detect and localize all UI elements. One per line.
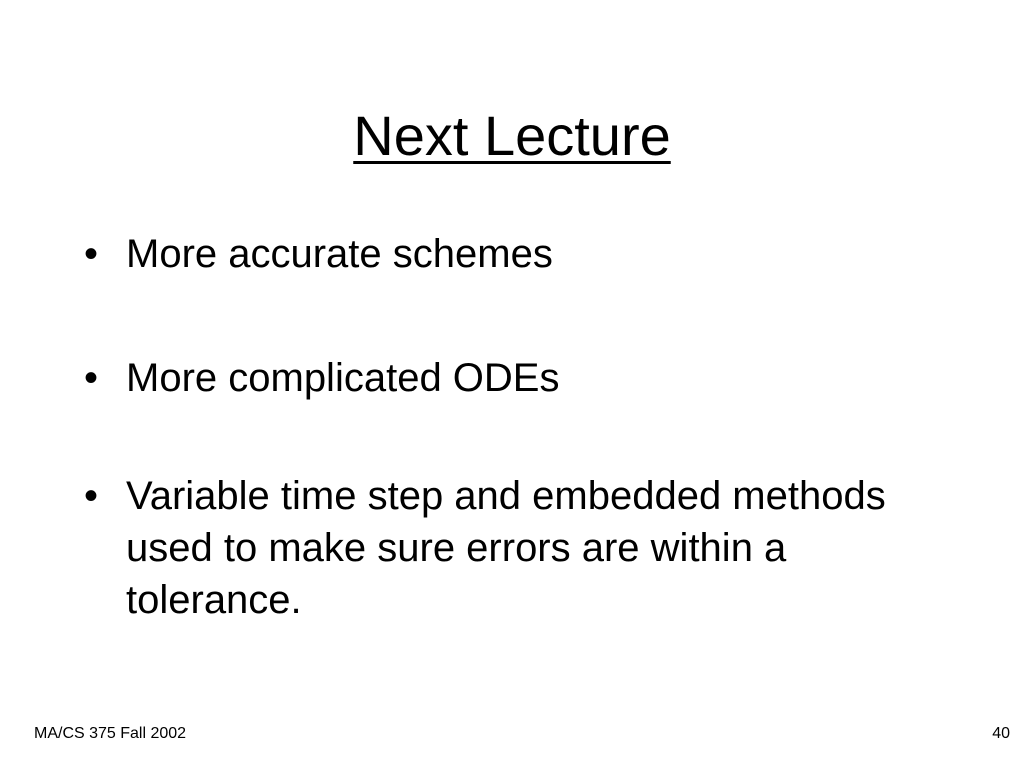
- bullet-text: Variable time step and embedded methods used to make sure errors are within a tolerance.: [126, 474, 886, 622]
- bullet-marker: •: [84, 474, 99, 518]
- slide-title: [0, 98, 1024, 174]
- bullet-text: More complicated ODEs: [126, 356, 560, 400]
- bullet-item: [84, 470, 944, 626]
- bullet-marker: •: [84, 232, 99, 276]
- bullet-text: More accurate schemes: [126, 232, 553, 276]
- slide-title-text: Next Lecture: [353, 104, 671, 167]
- bullet-marker: •: [84, 356, 99, 400]
- bullet-item: [84, 352, 944, 404]
- footer-course-label: MA/CS 375 Fall 2002: [34, 725, 187, 742]
- bullet-item: [84, 228, 944, 280]
- footer-page-number: 40: [992, 725, 1010, 742]
- bullet-list: [84, 228, 944, 626]
